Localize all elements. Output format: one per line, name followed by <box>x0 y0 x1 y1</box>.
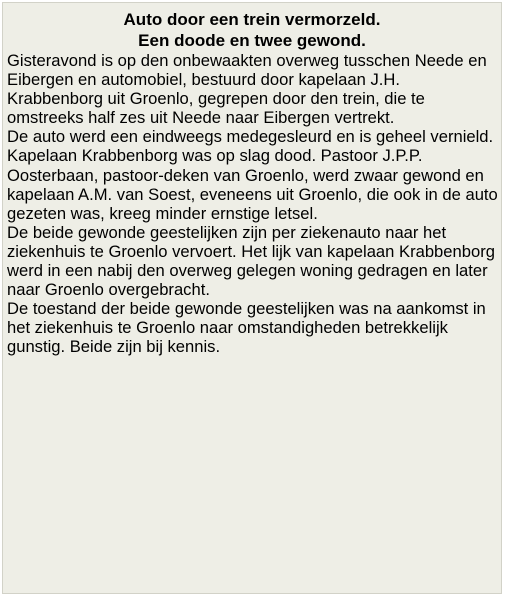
article-body <box>3 51 501 357</box>
article-paragraph-1: Gisteravond is op den onbewaakten overweg tusschen Neede en Eibergen en automobiel, bestuurd door kapelaan J.H. Krabbenborg uit Groenlo, gegrepen door den trein, die te omstreeks half zes uit Neede naar Eibergen vertrekt. <box>7 51 487 128</box>
article-paragraph-4: De beide gewonde geestelijken zijn per ziekenauto naar het ziekenhuis te Groenlo vervoert. Het lijk van kapelaan Krabbenborg werd in een nabij den overweg gelegen woning gedragen en later naar Groenlo overgebracht. <box>7 222 495 300</box>
article-paragraph-2: De auto werd een eindweegs medegesleurd en is geheel vernield. <box>7 127 494 147</box>
article-paragraph-3: Kapelaan Krabbenborg was op slag dood. Pastoor J.P.P. Oosterbaan, pastoor-deken van Groenlo, werd zwaar gewond en kapelaan A.M. van Soest, eveneens uit Groenlo, die ook in de auto gezeten was, kreeg minder ernstige letsel. <box>7 146 498 223</box>
article-paragraph-5: De toestand der beide gewonde geestelijken was na aankomst in het ziekenhuis te Groenlo naar omstandigheden betrekkelijk gunstig. Beide zijn bij kennis. <box>7 299 486 357</box>
newspaper-clipping <box>2 2 502 594</box>
article-headline <box>3 3 501 51</box>
headline-line-1: Auto door een trein vermorzeld. <box>123 10 381 29</box>
headline-line-2: Een doode en twee gewond. <box>138 31 366 50</box>
